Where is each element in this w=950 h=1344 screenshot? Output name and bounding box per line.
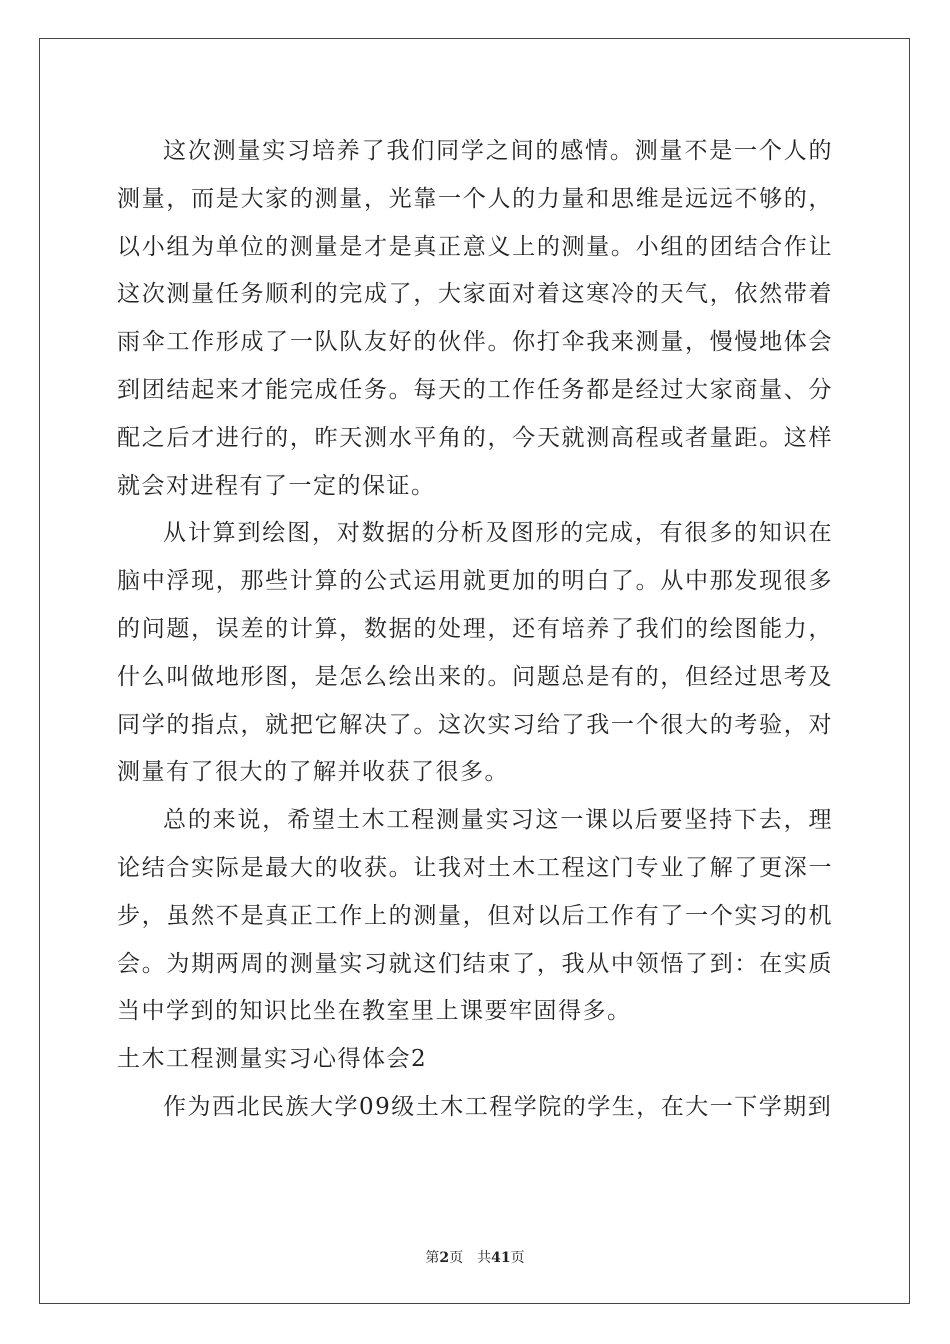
page-footer: [0, 1247, 950, 1267]
paragraph-teamwork: 这次测量实习培养了我们同学之间的感情。测量不是一个人的测量，而是大家的测量，光靠一个人的力量和思维是远远不够的，以小组为单位的测量是才是真正意义上的测量。小组的团结合作让这次测量任务顺利的完成了，大家面对着这寒冷的天气，依然带着雨伞工作形成了一队队友好的伙伴。你打伞我来测量，慢慢地体会到团结起来才能完成任务。每天的工作任务都是经过大家商量、分配之后才进行的，昨天测水平角的，今天就测高程或者量距。这样就会对进程有了一定的保证。: [117, 138, 833, 499]
page-mid: 页 共: [449, 1250, 492, 1266]
document-body: [117, 128, 833, 1132]
page-prefix: 第: [425, 1250, 440, 1266]
section-heading: 土木工程测量实习心得体会2: [117, 1046, 428, 1073]
paragraph-intro-2: 作为西北民族大学09级土木工程学院的学生，在大一下学期到: [163, 1093, 833, 1120]
page-current: 2: [439, 1250, 450, 1266]
page-total: 41: [491, 1250, 511, 1266]
paragraph-summary: 总的来说，希望土木工程测量实习这一课以后要坚持下去，理论结合实际是最大的收获。让我对土木工程这门专业了解了更深一步，虽然不是真正工作上的测量，但对以后工作有了一个实习的机会。为期两周的测量实习就这们结束了，我从中领悟了到：在实质当中学到的知识比坐在教室里上课要牢固得多。: [117, 807, 833, 1025]
paragraph-drawing: 从计算到绘图，对数据的分析及图形的完成，有很多的知识在脑中浮现，那些计算的公式运用就更加的明白了。从中那发现很多的问题，误差的计算，数据的处理，还有培养了我们的绘图能力，什么叫做地形图，是怎么绘出来的。问题总是有的，但经过思考及同学的指点，就把它解决了。这次实习给了我一个很大的考验，对测量有了很大的了解并收获了很多。: [117, 520, 833, 786]
page-suffix: 页: [510, 1250, 525, 1266]
